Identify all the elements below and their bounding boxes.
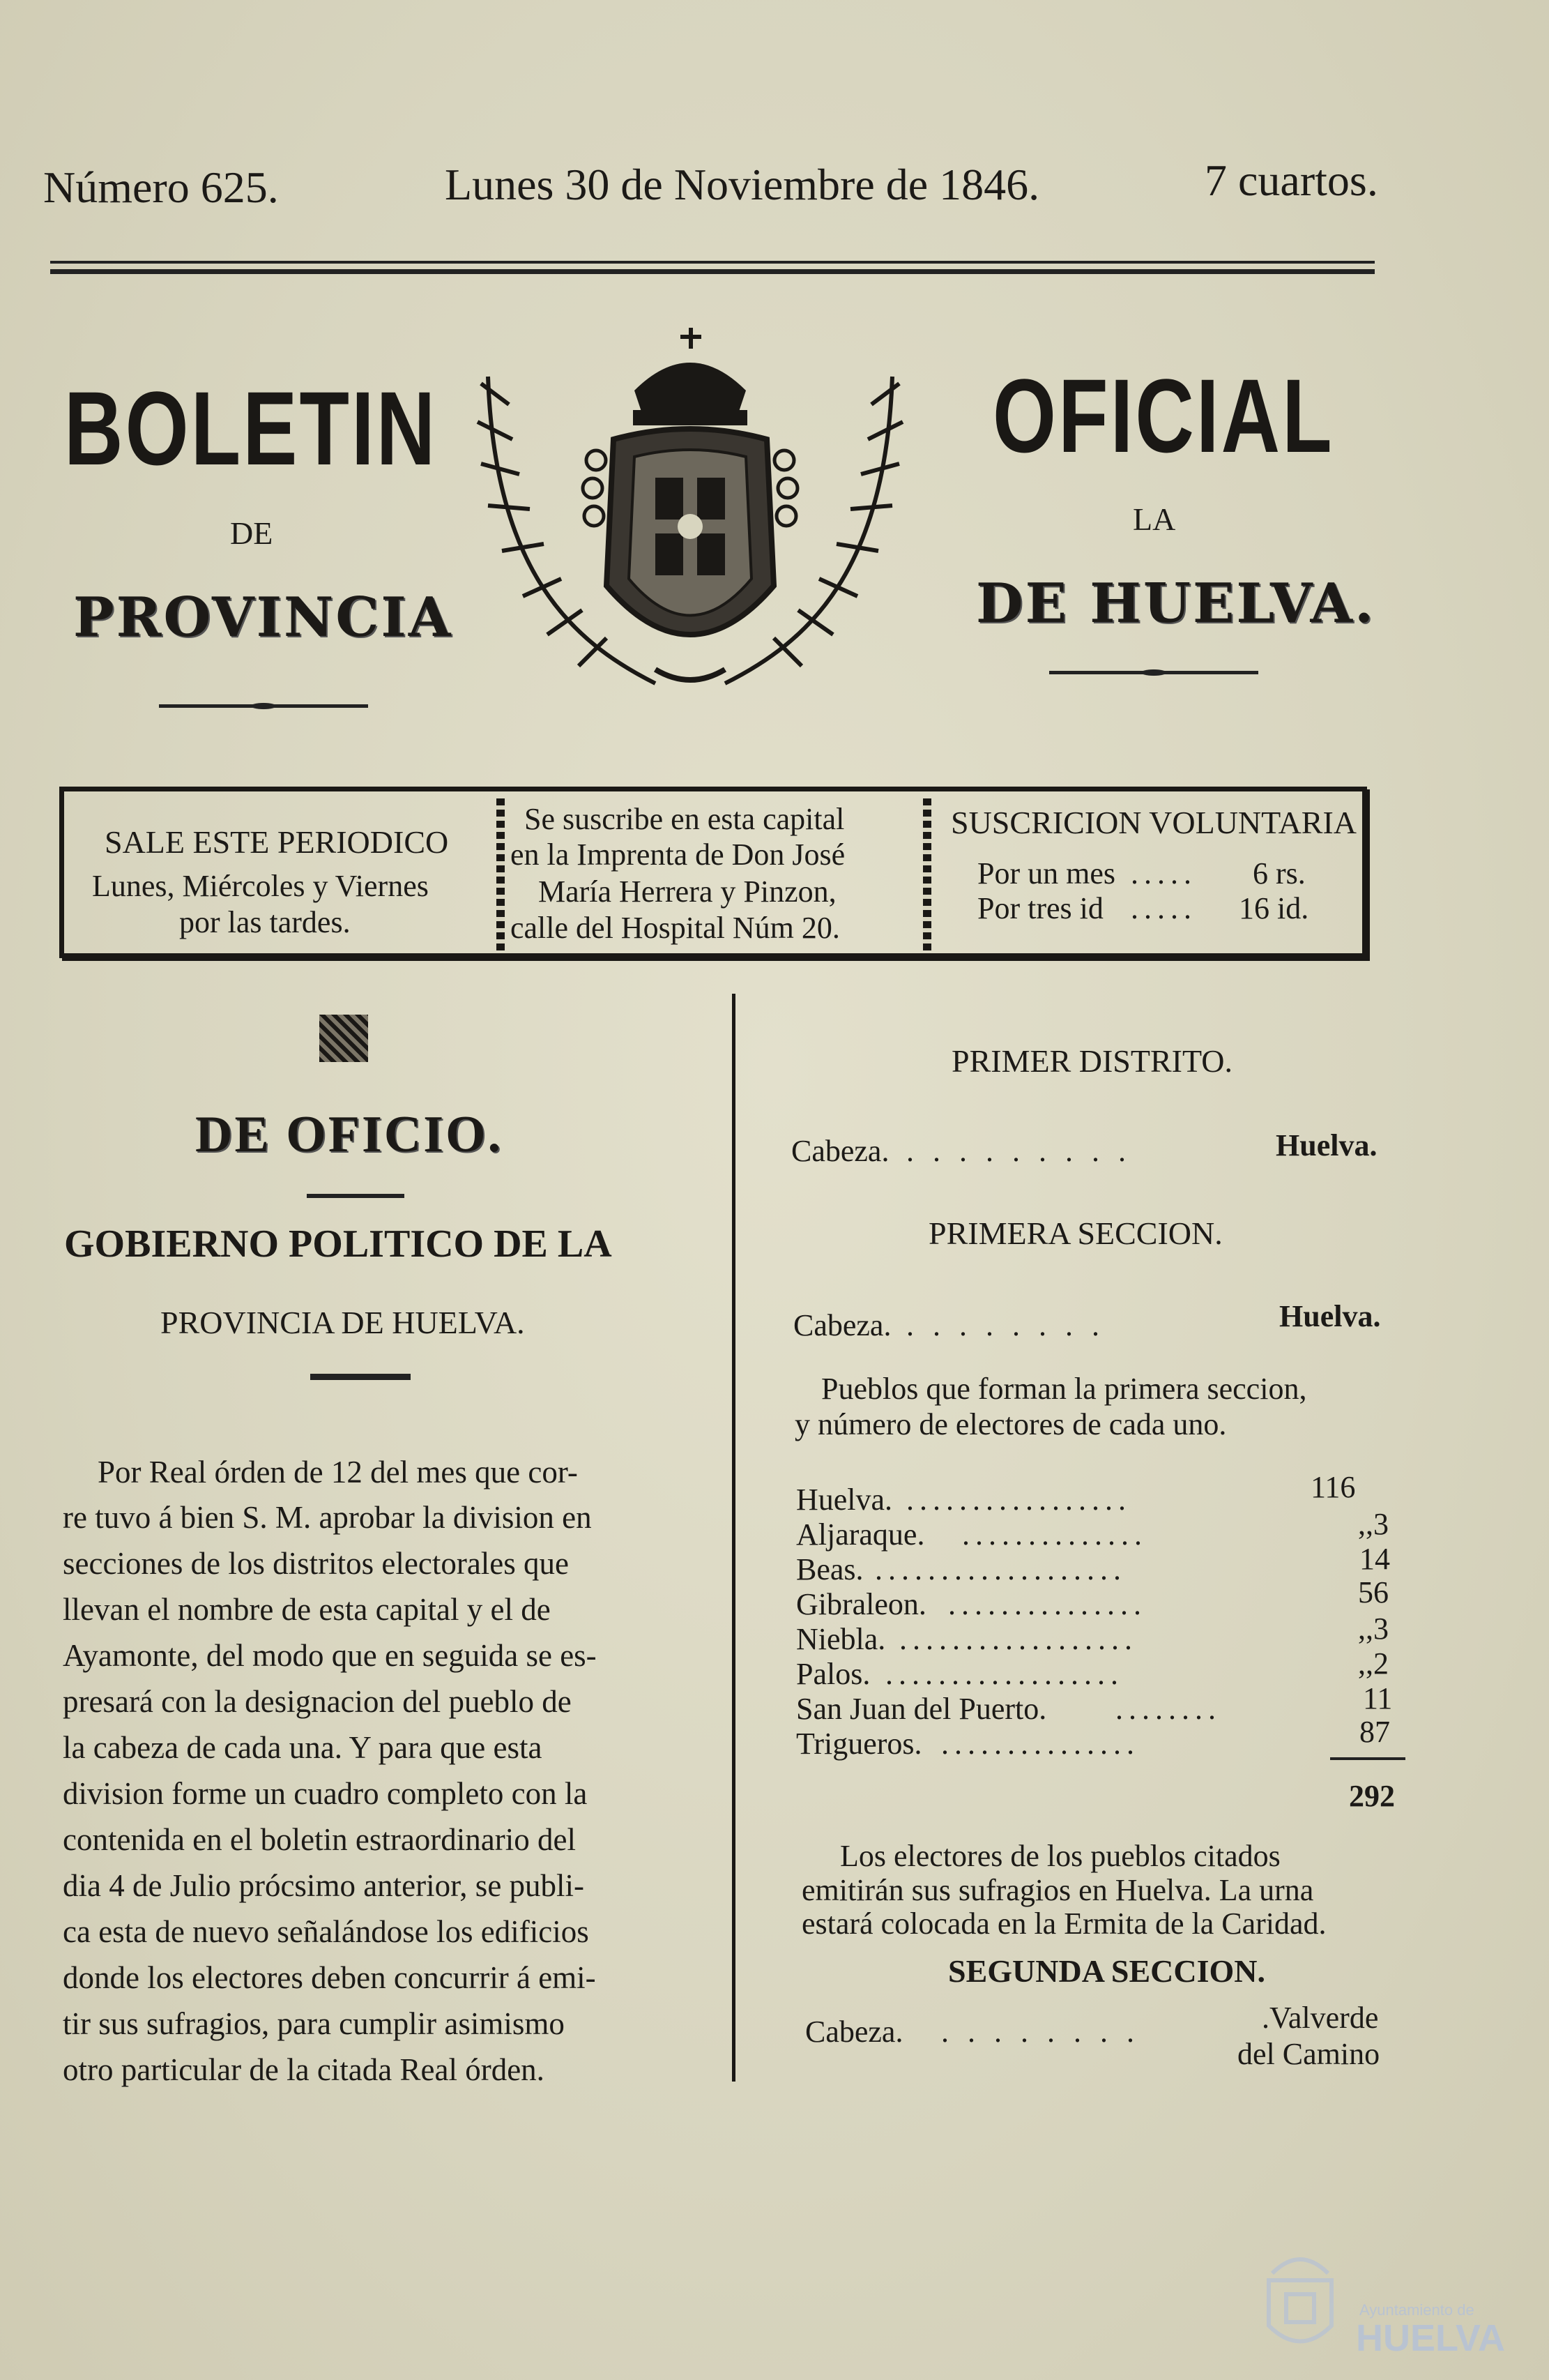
title-boletin: BOLETIN — [64, 370, 438, 487]
pueblo-dots: ........ — [1115, 1692, 1221, 1726]
electores-line3: estará colocada en la Ermita de la Caridad. — [802, 1907, 1327, 1941]
box-separator-2 — [923, 798, 931, 950]
decorative-vignette-icon — [319, 1015, 368, 1062]
title-provincia: PROVINCIA — [73, 586, 453, 649]
pueblo-value: 56 — [1358, 1575, 1389, 1609]
box-col2-line3: María Herrera y Pinzon, — [538, 874, 837, 909]
coat-of-arms-icon — [446, 321, 934, 711]
pueblo-name: San Juan del Puerto. — [796, 1692, 1047, 1726]
pueblo-value: ,,3 — [1358, 1507, 1389, 1541]
total-value: 292 — [1349, 1779, 1395, 1813]
box-col3-row1-value: 6 rs. — [1253, 856, 1306, 890]
subscription-info-box — [59, 787, 1367, 958]
electores-line2: emitirán sus sufragios en Huelva. La urna — [802, 1873, 1314, 1907]
pueblos-intro-line2: y número de electores de cada uno. — [795, 1407, 1227, 1441]
pueblo-name: Aljaraque. — [796, 1517, 925, 1552]
watermark-text-small: Ayuntamiento de — [1359, 2301, 1474, 2319]
paragraph-line: donde los electores deben concurrir á emi- — [63, 1960, 596, 1995]
watermark-text-large: HUELVA — [1356, 2317, 1505, 2359]
cabeza-seccion-value: Huelva. — [1279, 1299, 1381, 1333]
provincia-heading: PROVINCIA DE HUELVA. — [160, 1305, 525, 1340]
title-de-huelva: DE HUELVA. — [976, 572, 1376, 635]
masthead-rule-top — [50, 261, 1375, 264]
pueblo-value: 116 — [1311, 1470, 1356, 1504]
issue-price: 7 cuartos. — [1205, 156, 1378, 205]
paragraph-line: otro particular de la citada Real órden. — [63, 2052, 544, 2087]
paragraph-line: tir sus sufragios, para cumplir asimismo — [63, 2006, 565, 2041]
paragraph-line: secciones de los distritos electorales que — [63, 1546, 570, 1581]
paragraph-line: presará con la designacion del pueblo de — [63, 1684, 572, 1719]
pueblo-dots: .................. — [885, 1657, 1124, 1691]
segunda-seccion-heading: SEGUNDA SECCION. — [948, 1953, 1265, 1989]
paragraph-line: re tuvo á bien S. M. aprobar la division en — [63, 1500, 592, 1535]
cabeza-seccion-dots: . . . . . . . . — [906, 1308, 1105, 1342]
box-col3-row1-dots: ..... — [1131, 856, 1197, 890]
column-divider — [732, 994, 735, 2082]
box-col3-row2-label: Por tres id — [977, 891, 1104, 925]
box-col1-line2: Lunes, Miércoles y Viernes — [92, 869, 429, 903]
box-col3-row2-dots: ..... — [1131, 891, 1197, 925]
gobierno-heading: GOBIERNO POLITICO DE LA — [64, 1222, 612, 1266]
pueblo-name: Huelva. — [796, 1483, 893, 1517]
cabeza-distrito-dots: . . . . . . . . . — [906, 1134, 1131, 1168]
issue-date: Lunes 30 de Noviembre de 1846. — [445, 160, 1040, 209]
pueblo-name: Niebla. — [796, 1622, 886, 1656]
box-separator-1 — [496, 798, 505, 950]
pueblo-value: ,,2 — [1358, 1646, 1389, 1681]
pueblo-name: Gibraleon. — [796, 1587, 926, 1621]
cabeza-segunda-dots: . . . . . . . . — [941, 2015, 1140, 2049]
box-col2-line2: en la Imprenta de Don José — [510, 837, 846, 872]
issue-number: Número 625. — [43, 162, 279, 212]
pueblo-value: 87 — [1359, 1715, 1390, 1749]
pueblo-value: 14 — [1359, 1542, 1390, 1576]
cabeza-distrito-label: Cabeza. — [791, 1134, 890, 1168]
box-col1-line3: por las tardes. — [179, 905, 351, 939]
pueblo-dots: ................... — [875, 1552, 1127, 1586]
pueblo-value: 11 — [1363, 1681, 1393, 1715]
ornament-rule-left — [159, 704, 368, 708]
pueblo-dots: .............. — [962, 1517, 1147, 1552]
de-oficio-heading: DE OFICIO. — [195, 1106, 503, 1163]
pueblo-dots: ............... — [941, 1727, 1140, 1761]
provincia-rule — [310, 1374, 411, 1380]
pueblos-intro-line1: Pueblos que forman la primera seccion, — [821, 1372, 1307, 1406]
cabeza-distrito-value: Huelva. — [1276, 1128, 1378, 1162]
paragraph-line: dia 4 de Julio prócsimo anterior, se publi- — [63, 1868, 585, 1903]
pueblo-value: ,,3 — [1358, 1612, 1389, 1646]
title-de: DE — [230, 515, 273, 551]
box-col1-line1: SALE ESTE PERIODICO — [105, 824, 449, 860]
ornament-rule-right — [1049, 671, 1258, 674]
box-col3-row1-label: Por un mes — [977, 856, 1115, 890]
paragraph-line: contenida en el boletin estraordinario del — [63, 1822, 576, 1857]
paragraph-line: ca esta de nuevo señalándose los edificios — [63, 1914, 589, 1949]
paragraph-line: Por Real órden de 12 del mes que cor- — [98, 1455, 578, 1490]
title-oficial: OFICIAL — [993, 357, 1334, 474]
paragraph-line: la cabeza de cada una. Y para que esta — [63, 1730, 542, 1765]
city-crest-watermark-icon — [1258, 2245, 1342, 2357]
de-oficio-rule — [307, 1194, 404, 1198]
cabeza-segunda-value-line2: del Camino — [1237, 2037, 1380, 2071]
box-col2-line1: Se suscribe en esta capital — [524, 802, 845, 836]
pueblo-dots: ............... — [948, 1587, 1147, 1621]
cabeza-segunda-value: .Valverde — [1262, 2001, 1379, 2035]
box-col2-line4: calle del Hospital Núm 20. — [510, 911, 840, 945]
pueblo-name: Trigueros. — [796, 1727, 922, 1761]
pueblo-dots: .................. — [899, 1622, 1138, 1656]
cabeza-seccion-label: Cabeza. — [793, 1308, 892, 1342]
primer-distrito-heading: PRIMER DISTRITO. — [952, 1043, 1233, 1079]
pueblo-name: Beas. — [796, 1552, 864, 1586]
pueblo-name: Palos. — [796, 1657, 871, 1691]
masthead-rule-bottom — [50, 269, 1375, 274]
pueblo-dots: ................. — [906, 1483, 1131, 1517]
paragraph-line: division forme un cuadro completo con la — [63, 1776, 588, 1811]
electores-line1: Los electores de los pueblos citados — [840, 1839, 1281, 1873]
primera-seccion-heading: PRIMERA SECCION. — [929, 1215, 1223, 1251]
title-la: LA — [1133, 501, 1176, 537]
cabeza-segunda-label: Cabeza. — [805, 2015, 903, 2049]
total-rule — [1330, 1757, 1405, 1760]
paragraph-line: llevan el nombre de esta capital y el de — [63, 1592, 551, 1627]
box-col3-row2-value: 16 id. — [1239, 891, 1309, 925]
paragraph-line: Ayamonte, del modo que en seguida se es- — [63, 1638, 597, 1673]
box-col3-title: SUSCRICION VOLUNTARIA — [951, 805, 1357, 840]
